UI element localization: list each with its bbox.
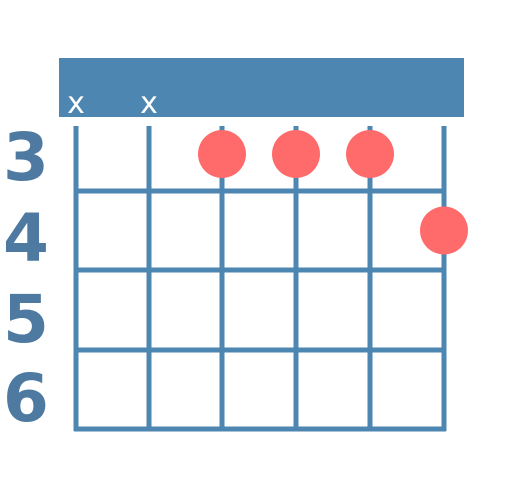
finger-dot-string-5-fret-3 [346, 130, 394, 178]
muted-string-marker: x [67, 86, 85, 121]
finger-dot-string-3-fret-3 [198, 130, 246, 178]
nut-header-bar [59, 58, 464, 117]
fret-number-label: 5 [3, 281, 49, 358]
fret-number-label: 3 [3, 119, 49, 196]
finger-dot-string-6-fret-4 [420, 207, 468, 255]
muted-string-marker: x [140, 86, 158, 121]
fret-number-label: 4 [3, 200, 49, 277]
finger-dot-string-4-fret-3 [272, 130, 320, 178]
fret-number-label: 6 [3, 360, 49, 437]
